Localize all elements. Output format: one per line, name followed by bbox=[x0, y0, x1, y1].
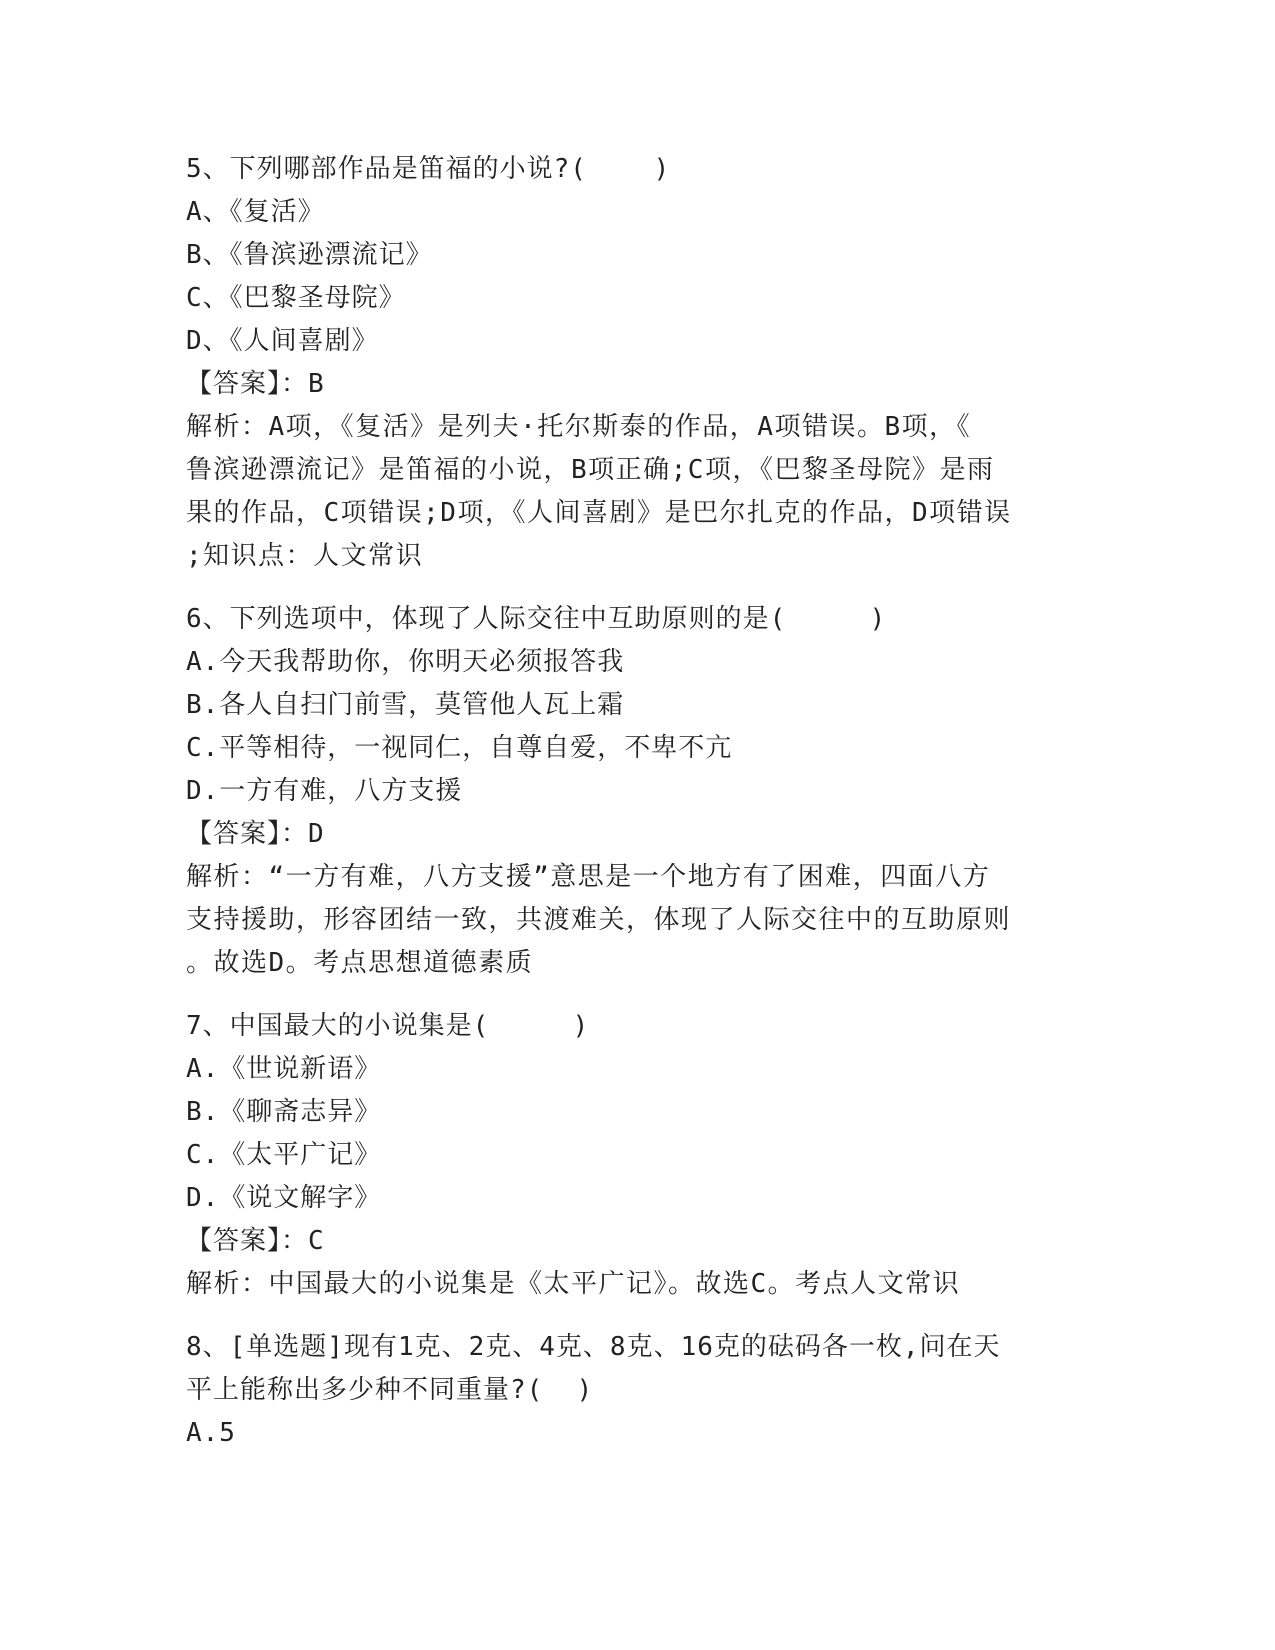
option-a: A.5 bbox=[186, 1418, 236, 1448]
analysis-line: 果的作品，C项错误;D项，《人间喜剧》是巴尔扎克的作品，D项错误 bbox=[186, 498, 1012, 528]
option-c: C、《巴黎圣母院》 bbox=[186, 283, 406, 313]
option-b: B.《聊斋志异》 bbox=[186, 1097, 382, 1127]
question-6 bbox=[186, 598, 1086, 1005]
question-stem: 7、中国最大的小说集是( ) bbox=[186, 1011, 590, 1041]
question-stem: 6、下列选项中，体现了人际交往中互助原则的是( ) bbox=[186, 604, 887, 634]
answer: 【答案】：C bbox=[186, 1226, 325, 1256]
option-d: D.一方有难，八方支援 bbox=[186, 776, 463, 806]
analysis bbox=[186, 406, 1086, 578]
option-c: C.《太平广记》 bbox=[186, 1140, 382, 1170]
analysis-line: 解析：A项，《复活》是列夫·托尔斯泰的作品，A项错误。B项，《 bbox=[186, 412, 972, 442]
question-stem: 8、[单选题]现有1克、2克、4克、8克、16克的砝码各一枚,问在天 bbox=[186, 1332, 1001, 1362]
question-8 bbox=[186, 1326, 1086, 1455]
answer: 【答案】：B bbox=[186, 369, 325, 399]
question-stem: 5、下列哪部作品是笛福的小说?( ) bbox=[186, 154, 671, 184]
analysis-line: 支持援助，形容团结一致，共渡难关，体现了人际交往中的互助原则 bbox=[186, 905, 1012, 935]
analysis-line: 解析：“一方有难，八方支援”意思是一个地方有了困难，四面八方 bbox=[186, 862, 991, 892]
analysis-line: 鲁滨逊漂流记》是笛福的小说，B项正确;C项，《巴黎圣母院》是雨 bbox=[186, 455, 995, 485]
option-a: A、《复活》 bbox=[186, 197, 325, 227]
option-d: D、《人间喜剧》 bbox=[186, 326, 379, 356]
option-b: B.各人自扫门前雪，莫管他人瓦上霜 bbox=[186, 690, 625, 720]
answer: 【答案】：D bbox=[186, 819, 325, 849]
analysis-line: 。故选D。考点思想道德素质 bbox=[186, 948, 534, 978]
analysis bbox=[186, 1263, 1086, 1306]
analysis bbox=[186, 856, 1086, 985]
option-c: C.平等相待，一视同仁，自尊自爱，不卑不亢 bbox=[186, 733, 733, 763]
analysis-line: ;知识点：人文常识 bbox=[186, 541, 424, 571]
spacer bbox=[186, 578, 1086, 598]
spacer bbox=[186, 1306, 1086, 1326]
option-d: D.《说文解字》 bbox=[186, 1183, 382, 1213]
option-b: B、《鲁滨逊漂流记》 bbox=[186, 240, 433, 270]
analysis-line: 解析：中国最大的小说集是《太平广记》。故选C。考点人文常识 bbox=[186, 1269, 961, 1299]
document-page bbox=[186, 148, 1086, 1455]
question-7 bbox=[186, 1005, 1086, 1326]
option-a: A.今天我帮助你，你明天必须报答我 bbox=[186, 647, 625, 677]
question-5 bbox=[186, 148, 1086, 598]
question-stem: 平上能称出多少种不同重量?( ) bbox=[186, 1375, 594, 1405]
spacer bbox=[186, 985, 1086, 1005]
option-a: A.《世说新语》 bbox=[186, 1054, 382, 1084]
